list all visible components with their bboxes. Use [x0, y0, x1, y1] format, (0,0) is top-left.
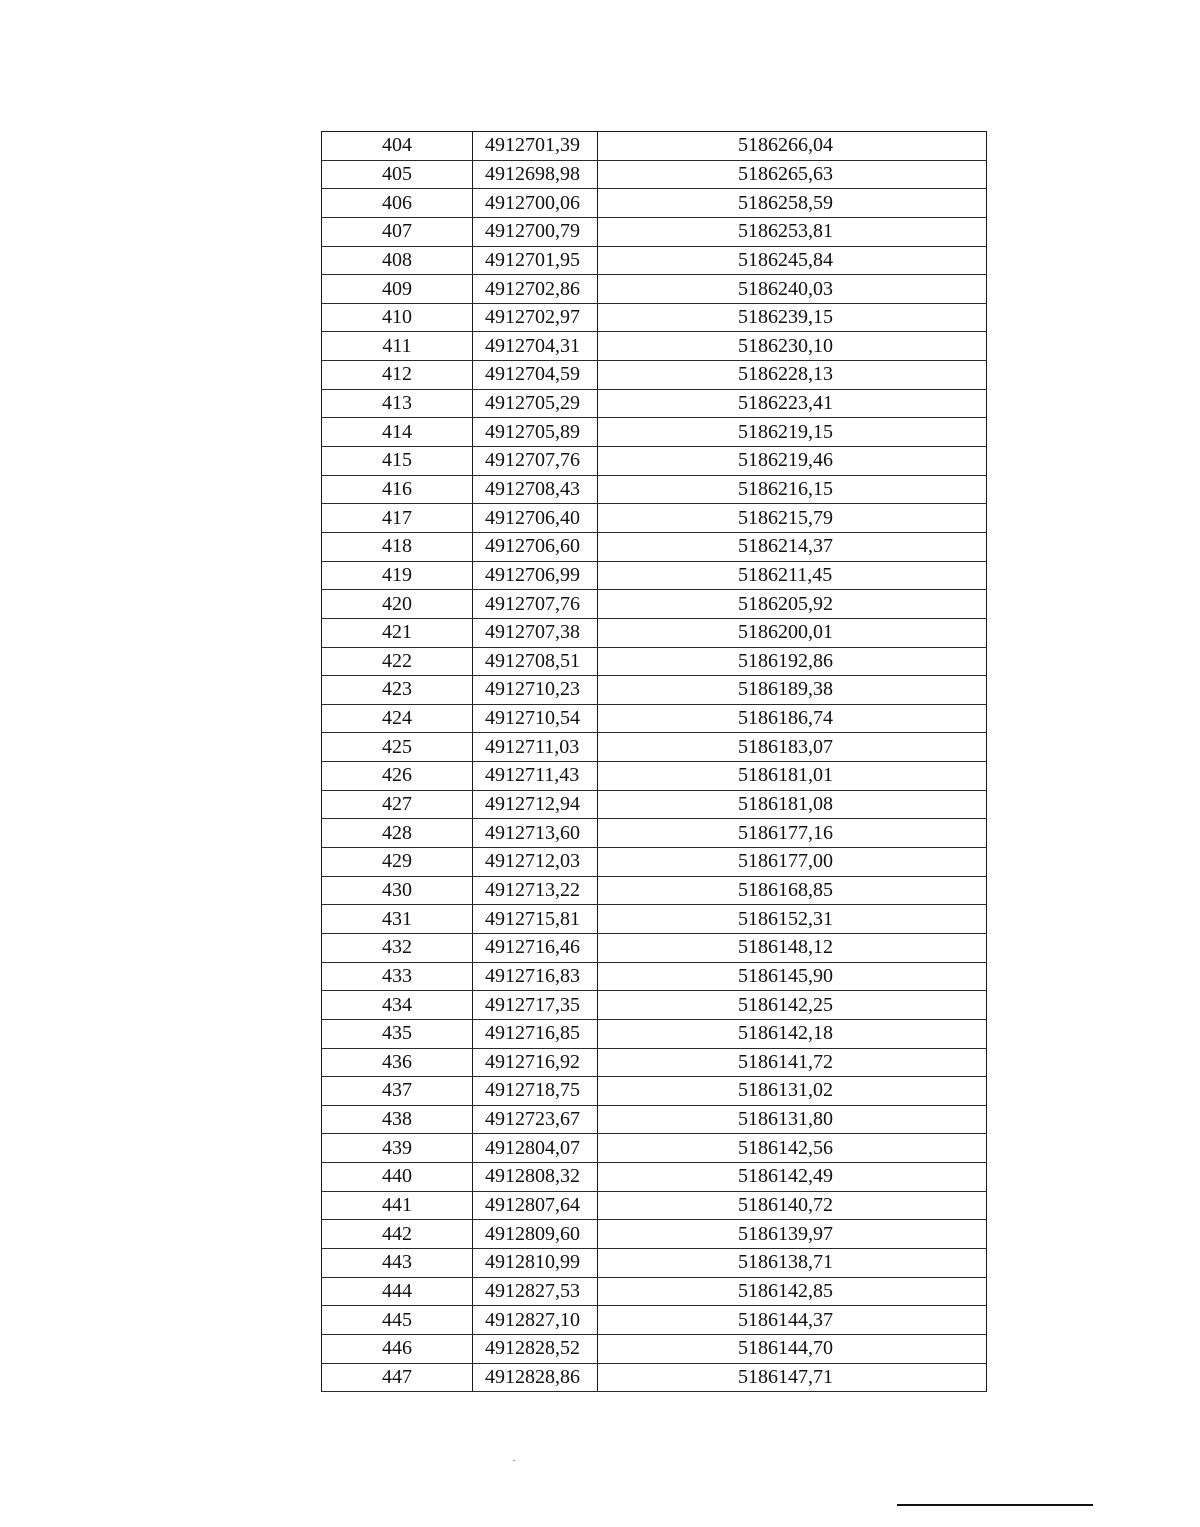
x-coordinate-cell: 4912716,92	[473, 1048, 598, 1077]
point-number-cell: 414	[322, 418, 473, 447]
y-coordinate-cell: 5186138,71	[598, 1248, 987, 1277]
point-number-cell: 435	[322, 1019, 473, 1048]
y-coordinate-cell: 5186216,15	[598, 475, 987, 504]
table-row	[322, 389, 987, 418]
point-number-cell: 422	[322, 647, 473, 676]
y-coordinate-cell: 5186168,85	[598, 876, 987, 905]
point-number-cell: 440	[322, 1163, 473, 1192]
x-coordinate-cell: 4912828,52	[473, 1334, 598, 1363]
table-row	[322, 1019, 987, 1048]
y-coordinate-cell: 5186215,79	[598, 504, 987, 533]
y-coordinate-cell: 5186139,97	[598, 1220, 987, 1249]
point-number-cell: 413	[322, 389, 473, 418]
y-coordinate-cell: 5186183,07	[598, 733, 987, 762]
point-number-cell: 420	[322, 590, 473, 619]
point-number-cell: 417	[322, 504, 473, 533]
y-coordinate-cell: 5186152,31	[598, 905, 987, 934]
table-row	[322, 1363, 987, 1392]
point-number-cell: 433	[322, 962, 473, 991]
y-coordinate-cell: 5186253,81	[598, 217, 987, 246]
x-coordinate-cell: 4912827,10	[473, 1306, 598, 1335]
y-coordinate-cell: 5186211,45	[598, 561, 987, 590]
x-coordinate-cell: 4912706,99	[473, 561, 598, 590]
x-coordinate-cell: 4912711,03	[473, 733, 598, 762]
y-coordinate-cell: 5186147,71	[598, 1363, 987, 1392]
x-coordinate-cell: 4912710,23	[473, 676, 598, 705]
point-number-cell: 426	[322, 762, 473, 791]
point-number-cell: 430	[322, 876, 473, 905]
table-row	[322, 504, 987, 533]
point-number-cell: 439	[322, 1134, 473, 1163]
y-coordinate-cell: 5186144,70	[598, 1334, 987, 1363]
table-row	[322, 962, 987, 991]
y-coordinate-cell: 5186144,37	[598, 1306, 987, 1335]
table-row	[322, 819, 987, 848]
point-number-cell: 438	[322, 1105, 473, 1134]
y-coordinate-cell: 5186205,92	[598, 590, 987, 619]
table-row	[322, 1248, 987, 1277]
table-row	[322, 618, 987, 647]
point-number-cell: 418	[322, 532, 473, 561]
y-coordinate-cell: 5186245,84	[598, 246, 987, 275]
x-coordinate-cell: 4912700,06	[473, 189, 598, 218]
point-number-cell: 427	[322, 790, 473, 819]
x-coordinate-cell: 4912827,53	[473, 1277, 598, 1306]
point-number-cell: 429	[322, 848, 473, 877]
x-coordinate-cell: 4912702,97	[473, 303, 598, 332]
x-coordinate-cell: 4912704,31	[473, 332, 598, 361]
point-number-cell: 412	[322, 361, 473, 390]
x-coordinate-cell: 4912710,54	[473, 704, 598, 733]
point-number-cell: 416	[322, 475, 473, 504]
table-row	[322, 1277, 987, 1306]
y-coordinate-cell: 5186265,63	[598, 160, 987, 189]
x-coordinate-cell: 4912715,81	[473, 905, 598, 934]
y-coordinate-cell: 5186219,15	[598, 418, 987, 447]
x-coordinate-cell: 4912718,75	[473, 1077, 598, 1106]
table-row	[322, 361, 987, 390]
scan-speck	[513, 1460, 515, 1461]
table-row	[322, 275, 987, 304]
y-coordinate-cell: 5186140,72	[598, 1191, 987, 1220]
point-number-cell: 445	[322, 1306, 473, 1335]
table-row	[322, 132, 987, 161]
x-coordinate-cell: 4912807,64	[473, 1191, 598, 1220]
x-coordinate-cell: 4912809,60	[473, 1220, 598, 1249]
point-number-cell: 423	[322, 676, 473, 705]
table-row	[322, 189, 987, 218]
point-number-cell: 431	[322, 905, 473, 934]
table-row	[322, 933, 987, 962]
y-coordinate-cell: 5186181,01	[598, 762, 987, 791]
footer-rule	[897, 1504, 1093, 1506]
point-number-cell: 432	[322, 933, 473, 962]
point-number-cell: 437	[322, 1077, 473, 1106]
y-coordinate-cell: 5186223,41	[598, 389, 987, 418]
y-coordinate-cell: 5186142,85	[598, 1277, 987, 1306]
y-coordinate-cell: 5186142,25	[598, 991, 987, 1020]
table-row	[322, 905, 987, 934]
x-coordinate-cell: 4912705,89	[473, 418, 598, 447]
point-number-cell: 441	[322, 1191, 473, 1220]
x-coordinate-cell: 4912712,03	[473, 848, 598, 877]
point-number-cell: 434	[322, 991, 473, 1020]
point-number-cell: 428	[322, 819, 473, 848]
point-number-cell: 419	[322, 561, 473, 590]
x-coordinate-cell: 4912712,94	[473, 790, 598, 819]
x-coordinate-cell: 4912711,43	[473, 762, 598, 791]
y-coordinate-cell: 5186142,49	[598, 1163, 987, 1192]
point-number-cell: 436	[322, 1048, 473, 1077]
y-coordinate-cell: 5186145,90	[598, 962, 987, 991]
point-number-cell: 408	[322, 246, 473, 275]
y-coordinate-cell: 5186131,02	[598, 1077, 987, 1106]
y-coordinate-cell: 5186142,18	[598, 1019, 987, 1048]
table-row	[322, 647, 987, 676]
x-coordinate-cell: 4912702,86	[473, 275, 598, 304]
point-number-cell: 444	[322, 1277, 473, 1306]
point-number-cell: 442	[322, 1220, 473, 1249]
y-coordinate-cell: 5186177,16	[598, 819, 987, 848]
x-coordinate-cell: 4912698,98	[473, 160, 598, 189]
table-row	[322, 1048, 987, 1077]
table-row	[322, 160, 987, 189]
table-row	[322, 1134, 987, 1163]
point-number-cell: 415	[322, 447, 473, 476]
coordinates-table-body	[322, 132, 987, 1392]
x-coordinate-cell: 4912723,67	[473, 1105, 598, 1134]
table-row	[322, 991, 987, 1020]
y-coordinate-cell: 5186219,46	[598, 447, 987, 476]
x-coordinate-cell: 4912717,35	[473, 991, 598, 1020]
table-row	[322, 762, 987, 791]
table-row	[322, 332, 987, 361]
table-row	[322, 418, 987, 447]
point-number-cell: 446	[322, 1334, 473, 1363]
y-coordinate-cell: 5186148,12	[598, 933, 987, 962]
table-row	[322, 303, 987, 332]
y-coordinate-cell: 5186186,74	[598, 704, 987, 733]
table-row	[322, 790, 987, 819]
table-row	[322, 246, 987, 275]
x-coordinate-cell: 4912705,29	[473, 389, 598, 418]
y-coordinate-cell: 5186230,10	[598, 332, 987, 361]
y-coordinate-cell: 5186189,38	[598, 676, 987, 705]
table-row	[322, 704, 987, 733]
x-coordinate-cell: 4912704,59	[473, 361, 598, 390]
point-number-cell: 405	[322, 160, 473, 189]
y-coordinate-cell: 5186239,15	[598, 303, 987, 332]
point-number-cell: 406	[322, 189, 473, 218]
table-row	[322, 876, 987, 905]
x-coordinate-cell: 4912804,07	[473, 1134, 598, 1163]
x-coordinate-cell: 4912713,60	[473, 819, 598, 848]
table-row	[322, 217, 987, 246]
y-coordinate-cell: 5186258,59	[598, 189, 987, 218]
table-row	[322, 1220, 987, 1249]
x-coordinate-cell: 4912716,83	[473, 962, 598, 991]
y-coordinate-cell: 5186131,80	[598, 1105, 987, 1134]
table-row	[322, 1334, 987, 1363]
table-row	[322, 590, 987, 619]
x-coordinate-cell: 4912708,51	[473, 647, 598, 676]
point-number-cell: 424	[322, 704, 473, 733]
table-row	[322, 532, 987, 561]
y-coordinate-cell: 5186177,00	[598, 848, 987, 877]
x-coordinate-cell: 4912716,85	[473, 1019, 598, 1048]
y-coordinate-cell: 5186214,37	[598, 532, 987, 561]
point-number-cell: 410	[322, 303, 473, 332]
x-coordinate-cell: 4912713,22	[473, 876, 598, 905]
x-coordinate-cell: 4912701,39	[473, 132, 598, 161]
x-coordinate-cell: 4912707,76	[473, 590, 598, 619]
table-row	[322, 733, 987, 762]
y-coordinate-cell: 5186141,72	[598, 1048, 987, 1077]
table-row	[322, 1105, 987, 1134]
x-coordinate-cell: 4912700,79	[473, 217, 598, 246]
table-row	[322, 561, 987, 590]
y-coordinate-cell: 5186142,56	[598, 1134, 987, 1163]
x-coordinate-cell: 4912706,60	[473, 532, 598, 561]
x-coordinate-cell: 4912708,43	[473, 475, 598, 504]
x-coordinate-cell: 4912706,40	[473, 504, 598, 533]
point-number-cell: 411	[322, 332, 473, 361]
table-row	[322, 1077, 987, 1106]
y-coordinate-cell: 5186266,04	[598, 132, 987, 161]
table-row	[322, 475, 987, 504]
table-row	[322, 848, 987, 877]
x-coordinate-cell: 4912701,95	[473, 246, 598, 275]
y-coordinate-cell: 5186181,08	[598, 790, 987, 819]
x-coordinate-cell: 4912716,46	[473, 933, 598, 962]
x-coordinate-cell: 4912808,32	[473, 1163, 598, 1192]
point-number-cell: 425	[322, 733, 473, 762]
x-coordinate-cell: 4912828,86	[473, 1363, 598, 1392]
x-coordinate-cell: 4912707,76	[473, 447, 598, 476]
x-coordinate-cell: 4912810,99	[473, 1248, 598, 1277]
coordinates-table	[321, 131, 987, 1392]
table-row	[322, 447, 987, 476]
point-number-cell: 443	[322, 1248, 473, 1277]
point-number-cell: 404	[322, 132, 473, 161]
table-row	[322, 1306, 987, 1335]
x-coordinate-cell: 4912707,38	[473, 618, 598, 647]
point-number-cell: 421	[322, 618, 473, 647]
y-coordinate-cell: 5186200,01	[598, 618, 987, 647]
table-row	[322, 676, 987, 705]
point-number-cell: 409	[322, 275, 473, 304]
table-row	[322, 1191, 987, 1220]
y-coordinate-cell: 5186192,86	[598, 647, 987, 676]
point-number-cell: 447	[322, 1363, 473, 1392]
y-coordinate-cell: 5186240,03	[598, 275, 987, 304]
point-number-cell: 407	[322, 217, 473, 246]
table-row	[322, 1163, 987, 1192]
y-coordinate-cell: 5186228,13	[598, 361, 987, 390]
